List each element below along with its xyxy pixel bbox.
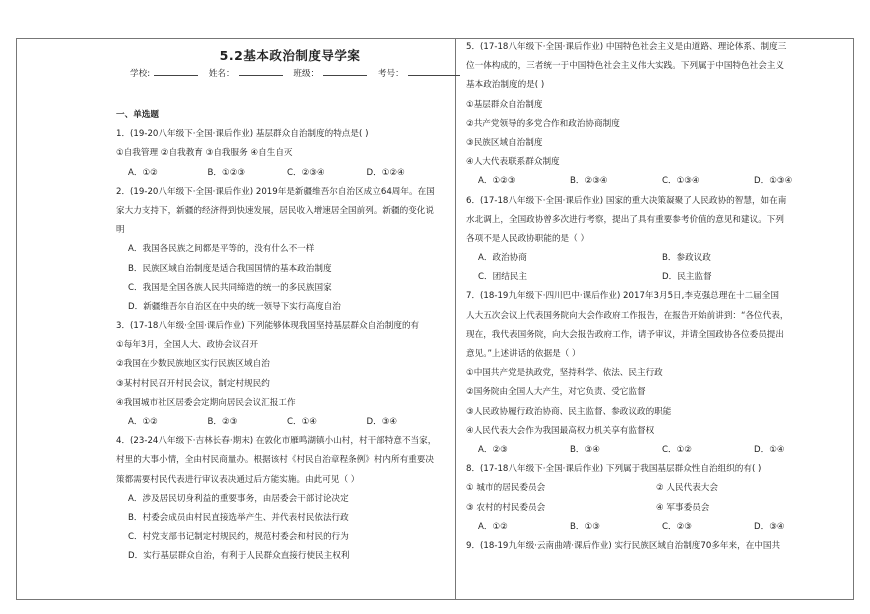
question-line: 3．(17-18八年级·全国·课后作业) 下列能够体现我国坚持基层群众自治制度的有 [116,321,420,332]
answer-option[interactable]: C．②③ [662,521,693,532]
question-line: 5．(17-18八年级下·全国·课后作业) 中国特色社会主义是由道路、理论体系、制度三 [466,42,787,52]
left-column [116,106,446,567]
student-info-row [130,66,464,79]
question-line: ②我国在少数民族地区实行民族区域自治 [116,359,270,370]
answer-option[interactable]: C．团结民主 [478,272,527,283]
question-line: 9．(18-19九年级·云南曲靖·课后作业) 实行民族区域自治制度70多年来，在中国共 [466,540,781,551]
answer-option[interactable]: B．③④ [570,444,600,455]
answer-option[interactable]: B．参政议政 [662,253,711,264]
section-heading: 一、单选题 [116,110,159,120]
question-line: 家大力支持下，新疆的经济得到快速发展，居民收入增速居全国前列。新疆的变化说 [116,205,434,216]
question-line: 人大五次会议上代表国务院向大会作政府工作报告，在报告开始前讲到：“各位代表， [466,310,789,321]
answer-options [466,518,846,537]
choice-line: B．村委会成员由村民直接选举产生、并代表村民依法行政 [128,512,349,523]
answer-option[interactable]: C．②③④ [287,167,325,178]
choice-line: C．我国是全国各族人民共同缔造的统一的多民族国家 [128,282,332,293]
question-line: ③人民政协履行政治协商、民主监督、参政议政的职能 [466,406,672,417]
question-line: ①基层群众自治制度 [466,99,543,110]
question-line: ①自我管理 ②自我教育 ③自我服务 ④自生自灭 [116,148,293,159]
class-label: 班级： [293,69,320,79]
answer-option[interactable]: A．②③ [478,444,508,455]
question-line: 策都需要村民代表进行审议表决通过后方能实施。由此可见（ ） [116,474,360,485]
answer-options [466,172,846,191]
answer-option[interactable]: A．①② [128,417,158,427]
question-line: ④人大代表联系群众制度 [466,157,560,168]
right-column [466,38,846,556]
school-label: 学校: [130,69,151,79]
question-line: ③某村村民召开村民会议，制定村规民约 [116,378,270,389]
answer-option[interactable]: A．①②③ [478,176,516,187]
question-line: 8．(17-18八年级下·全国·课后作业) 下列属于我国基层群众性自治组织的有( ) [466,464,762,475]
question-line: 现在，我代表国务院，向大会报告政府工作，请予审议，并请全国政协各位委员提出 [466,329,784,340]
question-line: ②国务院由全国人大产生，对它负责、受它监督 [466,387,646,398]
answer-option[interactable]: C．①③④ [662,176,700,187]
doc-title: 5.2基本政治制度导学案 [219,48,361,63]
answer-options [116,413,446,432]
answer-options [466,479,846,498]
answer-option[interactable]: ③ 农村的村民委员会 [466,502,546,513]
answer-option[interactable]: ① 城市的居民委员会 [466,483,546,494]
question-line: 村里的大事小情，全由村民商量办。根据该村《村民自治章程条例》村内所有重要决 [116,455,434,466]
exam-no-label: 考号： [377,69,404,79]
answer-option[interactable]: D．③④ [754,521,785,532]
question-line: 1．(19-20八年级下·全国·课后作业) 基层群众自治制度的特点是( ) [116,129,369,140]
question-line: ①每年3月，全国人大、政协会议召开 [116,340,259,351]
answer-option[interactable]: ② 人民代表大会 [656,483,718,494]
name-label: 姓名： [208,69,235,79]
question-line: 位一体构成的，三者统一于中国特色社会主义伟大实践。下列属于中国特色社会主义 [466,61,784,72]
answer-options [466,441,846,460]
question-line: 各项不是人民政协职能的是（ ） [466,233,590,244]
answer-option[interactable]: B．①③ [570,521,600,532]
answer-option[interactable]: A．政治协商 [478,253,527,264]
answer-option[interactable]: A．①② [478,521,508,532]
question-line: 水北调上，全国政协曾多次进行考察，提出了具有重要参考价值的意见和建议。下列 [466,214,784,225]
name-blank[interactable] [239,66,283,76]
question-line: 2．(19-20八年级下·全国·课后作业) 2019年是新疆维吾尔自治区成立64周年。在国 [116,186,435,197]
choice-line: A．涉及居民切身利益的重要事务，由居委会干部讨论决定 [128,493,349,504]
question-line: ②共产党领导的多党合作和政治协商制度 [466,118,620,129]
answer-options [466,499,846,518]
question-line: ③民族区域自治制度 [466,137,543,148]
question-line: 明 [116,225,125,236]
answer-options [466,268,846,287]
question-line: 6．(17-18八年级下·全国·课后作业) 国家的重大决策凝聚了人民政协的智慧，如在南 [466,195,787,206]
class-blank[interactable] [323,66,367,76]
question-line: ④我国城市社区居委会定期向居民会议汇报工作 [116,397,296,408]
answer-option[interactable]: D．③④ [366,417,398,427]
answer-option[interactable]: D．民主监督 [662,272,712,283]
answer-option[interactable]: B．②③④ [570,176,608,187]
answer-option[interactable]: D．①②④ [366,167,405,178]
answer-options [466,249,846,268]
answer-option[interactable]: B．②③ [207,417,238,427]
answer-option[interactable]: A．①② [128,167,158,178]
answer-option[interactable]: ④ 军事委员会 [656,502,710,513]
answer-option[interactable]: D．①③④ [754,176,793,187]
column-divider [455,38,456,600]
school-blank[interactable] [154,66,198,76]
exam-no-blank[interactable] [408,66,460,76]
question-line: 4．(23-24八年级下·吉林长春·期末) 在敦化市雁鸣湖镇小山村，村干部特意不当家， [116,436,437,447]
question-line: 基本政治制度的是( ) [466,80,545,91]
choice-line: D．新疆维吾尔自治区在中央的统一领导下实行高度自治 [128,301,341,312]
answer-option[interactable]: B．①②③ [207,167,246,178]
question-line: ④人民代表大会作为我国最高权力机关享有监督权 [466,425,655,436]
choice-line: B．民族区域自治制度是适合我国国情的基本政治制度 [128,263,332,274]
question-line: 意见。”上述讲话的依据是（ ） [466,349,581,359]
choice-line: D．实行基层群众自治，有利于人民群众直接行使民主权利 [128,551,350,562]
choice-line: A．我国各民族之间都是平等的，没有什么不一样 [128,244,315,255]
question-line: ①中国共产党是执政党，坚持科学、依法、民主行政 [466,368,663,379]
answer-options [116,164,446,183]
answer-option[interactable]: C．①② [662,444,693,455]
answer-option[interactable]: C．①④ [287,417,318,427]
choice-line: C．村党支部书记制定村规民约，规范村委会和村民的行为 [128,532,349,543]
answer-option[interactable]: D．①④ [754,444,785,455]
question-line: 7．(18-19九年级下·四川巴中·课后作业) 2017年3月5日,李克强总理在十二届全国 [466,291,779,302]
